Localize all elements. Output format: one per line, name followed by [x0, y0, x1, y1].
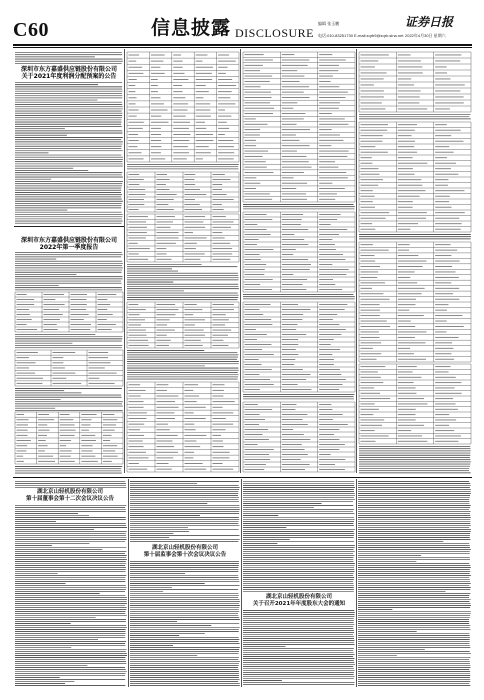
column-divider: [241, 479, 242, 687]
article-headline: 湖北京山轻机股份有限公司: [151, 545, 218, 551]
article-headline: 深圳市东方嘉盛供应链股份有限公司: [20, 237, 117, 244]
article-headline: 湖北京山轻机股份有限公司: [265, 594, 332, 600]
section-title-cn: 信息披露: [151, 17, 232, 39]
article-headline: 第十届董事会第十二次会议决议公告: [25, 496, 114, 502]
article-headline: 2022年第一季度报告: [39, 244, 99, 251]
bottom-articles: [13, 477, 472, 689]
section-title-en: DISCLOSURE: [235, 26, 315, 40]
article-headline: 第十届监事会第十次会议决议公告: [143, 552, 227, 558]
date-line: 2022年4月30日 星期六: [405, 33, 446, 38]
article-headline: 关于召开2021年年度股东大会的通知: [252, 601, 346, 607]
column-divider: [128, 479, 129, 687]
article-headline: 深圳市东方嘉盛供应链股份有限公司: [20, 66, 117, 73]
column-divider: [356, 479, 357, 687]
article-headline: 湖北京山轻机股份有限公司: [36, 489, 103, 495]
editor-line: 编辑 张玉鹏: [318, 21, 340, 26]
newspaper-logo: 证券日报: [405, 15, 454, 29]
contact-line: 电话:010-83251730 E-mail:zqrb9@zqrb.sina.net: [318, 33, 404, 38]
article-headline: 关于2021年度利润分配预案的公告: [21, 73, 117, 80]
page-number: C60: [13, 19, 49, 41]
